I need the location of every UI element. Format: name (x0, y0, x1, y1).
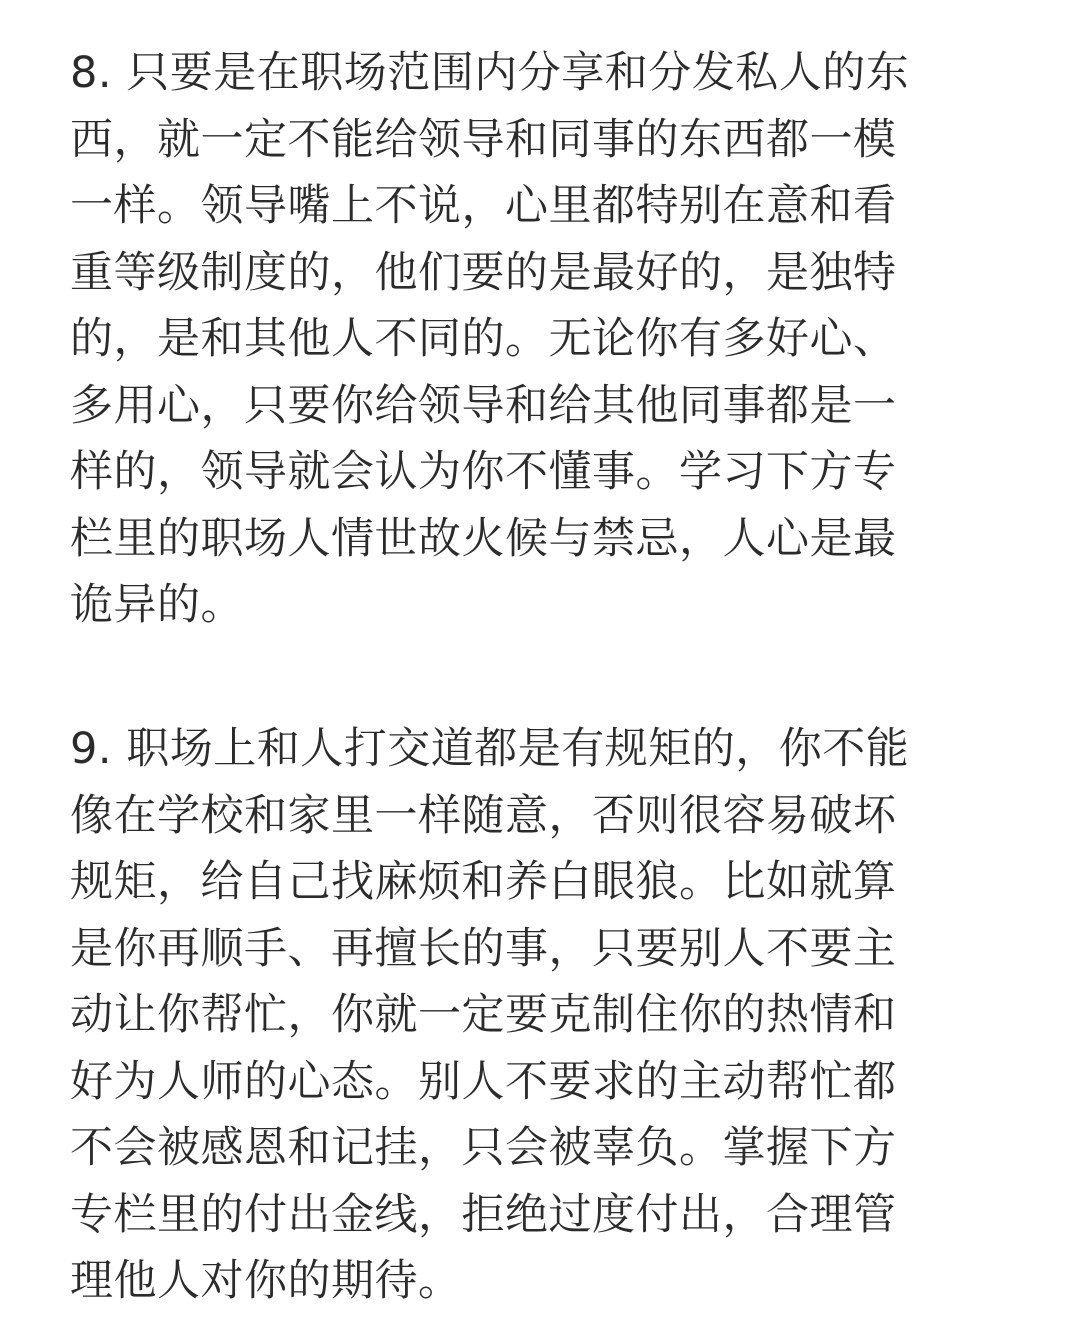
text-line: 一样。领导嘴上不说，心里都特别在意和看 (70, 181, 897, 231)
text-line: 多用心，只要你给领导和给其他同事都是一 (70, 380, 897, 431)
text-line: 重等级制度的，他们要的是最好的，是独特 (70, 247, 897, 298)
text-line: 理他人对你的期待。 (70, 1256, 462, 1306)
text-line: 是你再顺手、再擅长的事，只要别人不要主 (70, 923, 897, 974)
paragraph-item-9 (70, 716, 1010, 1315)
text-line: 专栏里的付出金线，拒绝过度付出，合理管 (70, 1189, 897, 1240)
text-line: 的，是和其他人不同的。无论你有多好心、 (70, 314, 897, 364)
text-line: 西，就一定不能给领导和同事的东西都一模 (70, 114, 897, 165)
paragraph-item-8 (70, 40, 1010, 639)
text-line: 栏里的职场人情世故火候与禁忌，人心是最 (70, 513, 897, 564)
text-line: 像在学校和家里一样随意，否则很容易破坏 (70, 790, 897, 841)
text-line: 规矩，给自己找麻烦和养白眼狼。比如就算 (70, 857, 897, 907)
text-line: 9. 职场上和人打交道都是有规矩的，你不能 (70, 724, 910, 774)
text-line: 8. 只要是在职场范围内分享和分发私人的东 (70, 48, 910, 98)
text-line: 动让你帮忙，你就一定要克制住你的热情和 (70, 990, 897, 1040)
text-line: 不会被感恩和记挂，只会被辜负。掌握下方 (70, 1123, 897, 1173)
text-line: 样的，领导就会认为你不懂事。学习下方专 (70, 447, 897, 497)
text-line: 好为人师的心态。别人不要求的主动帮忙都 (70, 1056, 897, 1107)
text-line: 诡异的。 (70, 580, 244, 630)
